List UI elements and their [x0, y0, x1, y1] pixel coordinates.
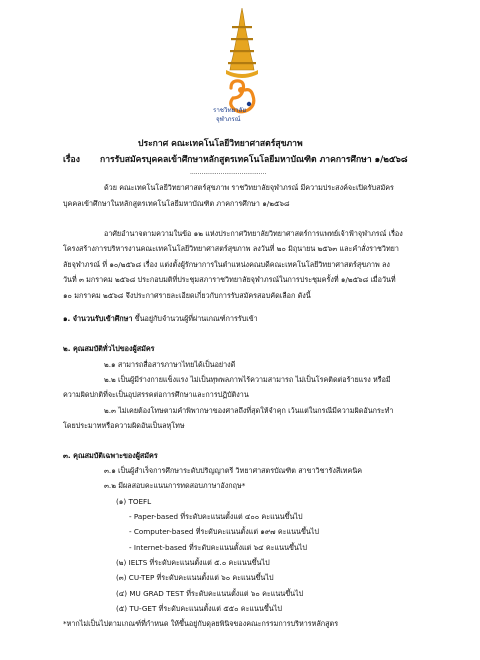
- intro-paragraph-line: ด้วย คณะเทคโนโลยีวิทยาศาสตร์สุขภาพ ราชวิทยาลัยจุฬาภรณ์ มีความประสงค์จะเปิดรับสมัคร: [104, 183, 394, 192]
- section3-item: ๓.๑ เป็นผู้สำเร็จการศึกษาระดับปริญญาตรี วิทยาศาสตรบัณฑิต สาขาวิชารังสีเทคนิค: [104, 466, 363, 475]
- section3-item: ๓.๒ มีผลสอบคะแนนการทดสอบภาษาอังกฤษ*: [104, 481, 246, 490]
- section2-item: ๒.๒ เป็นผู้มีร่างกายแข็งแรง ไม่เป็นทุพพลภาพไร้ความสามารถ ไม่เป็นโรคติดต่อร้ายแรง หรือมี: [104, 375, 391, 384]
- section1-text: ขึ้นอยู่กับจำนวนผู้ที่ผ่านเกณฑ์การรับเข้า: [132, 314, 258, 323]
- separator-dots: ........................................: [190, 169, 267, 176]
- section2-item: ๒.๓ ไม่เคยต้องโทษตามคำพิพากษาของศาลถึงที่สุดให้จำคุก เว้นแต่ในกรณีมีความผิดอันกระทำ: [104, 406, 394, 415]
- ielts-requirement: (๒) IELTS ที่ระดับคะแนนตั้งแต่ ๕.๐ คะแนนขึ้นไป: [116, 558, 270, 567]
- subject-label: เรื่อง: [63, 155, 80, 165]
- section2-item: โดยประมาทหรือความผิดอันเป็นลหุโทษ: [63, 421, 185, 430]
- section2-heading: ๒. คุณสมบัติทั่วไปของผู้สมัคร: [63, 344, 155, 353]
- toefl-label: (๑) TOEFL: [116, 497, 152, 506]
- authority-paragraph-line: วันที่ ๓ มกราคม ๒๕๖๘ ประกอบมติที่ประชุมสภาราชวิทยาลัยจุฬาภรณ์ในการประชุมครั้งที่ ๑/๒๕๖๘ เมื่อวันที่: [63, 275, 396, 284]
- toefl-paper-based: - Paper-based ที่ระดับคะแนนตั้งแต่ ๔๐๐ คะแนนขึ้นไป: [129, 512, 303, 521]
- section1-heading: ๑. จำนวนรับเข้าศึกษา: [63, 314, 133, 323]
- announcement-title: ประกาศ คณะเทคโนโลยีวิทยาศาสตร์สุขภาพ: [138, 139, 303, 149]
- section1-line: [63, 315, 258, 322]
- toefl-computer-based: - Computer-based ที่ระดับคะแนนตั้งแต่ ๑๙๗ คะแนนขึ้นไป: [129, 527, 319, 536]
- intro-paragraph-line: บุคคลเข้าศึกษาในหลักสูตรเทคโนโลยีมหาบัณฑิต ภาคการศึกษา ๑/๒๕๖๘: [63, 199, 290, 208]
- authority-paragraph-line: โครงสร้างการบริหารงานคณะเทคโนโลยีวิทยาศาสตร์สุขภาพ ลงวันที่ ๒๐ มิถุนายน ๒๕๖๓ และคำสั่งราชวิทยา: [63, 244, 399, 253]
- authority-paragraph-line: ๑๐ มกราคม ๒๕๖๘ จึงประกาศรายละเอียดเกี่ยวกับการรับสมัครสอบคัดเลือก ดังนี้: [63, 291, 311, 300]
- section3-heading: ๓. คุณสมบัติเฉพาะของผู้สมัคร: [63, 451, 158, 460]
- authority-paragraph-line: ลัยจุฬาภรณ์ ที่ ๑๐/๒๕๖๘ เรื่อง แต่งตั้งผู้รักษาการในตำแหน่งคณบดีคณะเทคโนโลยีวิทยาศาสตร์สุขภาพ ลง: [63, 260, 390, 269]
- toefl-internet-based: - Internet-based ที่ระดับคะแนนตั้งแต่ ๖๔ คะแนนขึ้นไป: [129, 543, 307, 552]
- footnote: *หากไม่เป็นไปตามเกณฑ์ที่กำหนด ให้ขึ้นอยู่กับดุลยพินิจของคณะกรรมการบริหารหลักสูตร: [63, 619, 339, 628]
- section2-item: ๒.๑ สามารถสื่อสารภาษาไทยได้เป็นอย่างดี: [104, 360, 236, 369]
- section2-item: ความผิดปกติที่จะเป็นอุปสรรคต่อการศึกษาและการปฏิบัติงาน: [63, 390, 249, 399]
- cutep-requirement: (๓) CU-TEP ที่ระดับคะแนนตั้งแต่ ๖๐ คะแนนขึ้นไป: [116, 573, 274, 582]
- university-name-line1: ราชวิทยาลัย: [213, 107, 247, 114]
- university-name-line2: จุฬาภรณ์: [216, 116, 241, 123]
- announcement-subject: การรับสมัครบุคคลเข้าศึกษาหลักสูตรเทคโนโลยีมหาบัณฑิต ภาคการศึกษา ๑/๒๕๖๘: [100, 155, 408, 165]
- mugrad-requirement: (๔) MU GRAD TEST ที่ระดับคะแนนตั้งแต่ ๖๐ คะแนนขึ้นไป: [116, 589, 304, 598]
- tuget-requirement: (๕) TU-GET ที่ระดับคะแนนตั้งแต่ ๕๕๐ คะแนนขึ้นไป: [116, 604, 282, 613]
- authority-paragraph-line: อาศัยอำนาจตามความในข้อ ๑๒ แห่งประกาศวิทยาลัยวิทยาศาสตร์การแพทย์เจ้าฟ้าจุฬาภรณ์ เรื่อง: [104, 229, 403, 238]
